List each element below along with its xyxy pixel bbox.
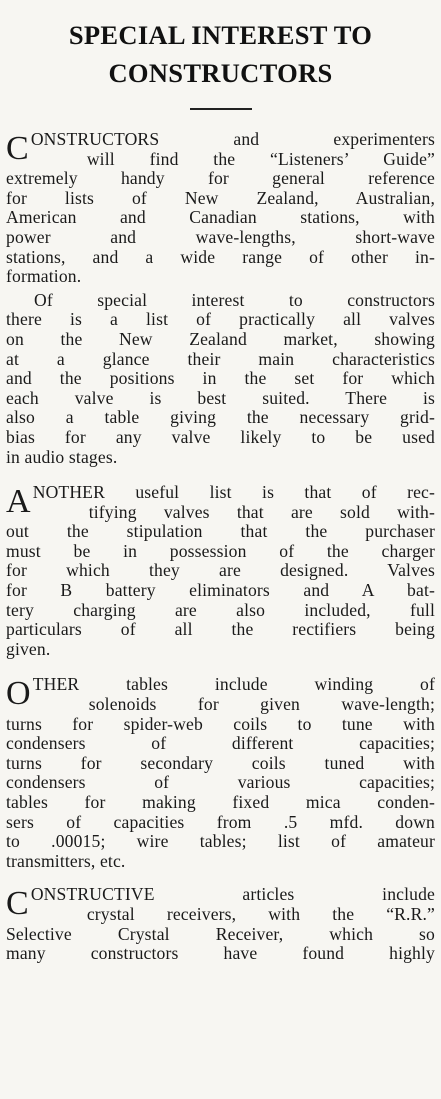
text-line: will find the “Listeners’ Guide” [86,149,435,169]
text-line: crystal receivers, with the “R.R.” [86,904,435,924]
drop-initial: C [6,130,29,167]
text-line: transmitters, etc. [6,851,126,871]
text-line: stations, and a wide range of other in- [6,247,435,267]
text-line: bias for any valve likely to be used [6,427,435,447]
text-line: ONSTRUCTORS and experimenters [30,130,435,149]
article-paragraph [6,885,435,963]
text-line: to .00015; wire tables; list of amateur [6,832,435,852]
text-line: at a glance their main characteristics [6,349,435,369]
drop-initial: C [6,885,29,923]
text-line: THER tables include winding of [32,675,435,695]
headline-line-2: CONSTRUCTORS [108,58,333,88]
text-line: American and Canadian stations, with [6,208,435,228]
text-line: for which they are designed. Valves [6,561,435,581]
article-body [6,130,435,964]
text-line: formation. [6,267,82,287]
text-line: for lists of New Zealand, Australian, [6,188,435,208]
text-line: in audio stages. [6,447,118,467]
article-paragraph [6,675,435,871]
text-line: must be in possession of the charger [6,541,435,561]
text-line: solenoids for given wave-length; [88,695,435,715]
article-paragraph [6,483,435,659]
text-line: sers of capacities from .5 mfd. down [6,812,435,832]
article-paragraph [6,291,435,467]
text-line: given. [6,639,51,659]
text-line: each valve is best suited. There is [6,388,435,408]
text-line: and the positions in the set for which [6,369,435,389]
text-line: many constructors have found highly [6,944,435,964]
text-line: out the stipulation that the purchaser [6,522,435,542]
text-line: there is a list of practically all valves [6,310,435,330]
drop-initial: A [6,483,31,521]
text-line: on the New Zealand market, showing [6,329,435,349]
text-line: Of special interest to constructors [34,290,435,310]
headline-line-1: SPECIAL INTEREST TO [68,20,373,50]
text-line: ONSTRUCTIVE articles include [30,885,435,905]
text-line: turns for spider-web coils to tune with [6,714,435,734]
text-line: turns for secondary coils tuned with [6,753,435,773]
text-line: condensers of various capacities; [6,773,435,793]
text-line: particulars of all the rectifiers being [6,620,435,640]
text-line: tables for making fixed mica conden- [6,793,435,812]
text-line: power and wave-lengths, short-wave [6,227,435,247]
text-line: for B battery eliminators and A bat- [6,581,435,601]
text-line: Selective Crystal Receiver, which so [6,924,435,944]
text-line: tery charging are also included, full [6,600,435,620]
text-line: also a table giving the necessary grid- [6,408,435,428]
headline [6,16,435,92]
text-line: condensers of different capacities; [6,734,435,754]
text-line: tifying valves that are sold with- [88,502,435,522]
drop-initial: O [6,675,31,713]
headline-divider [190,108,252,110]
text-line: extremely handy for general reference [6,169,435,189]
article-paragraph [6,130,435,287]
text-line: NOTHER useful list is that of rec- [32,483,435,503]
